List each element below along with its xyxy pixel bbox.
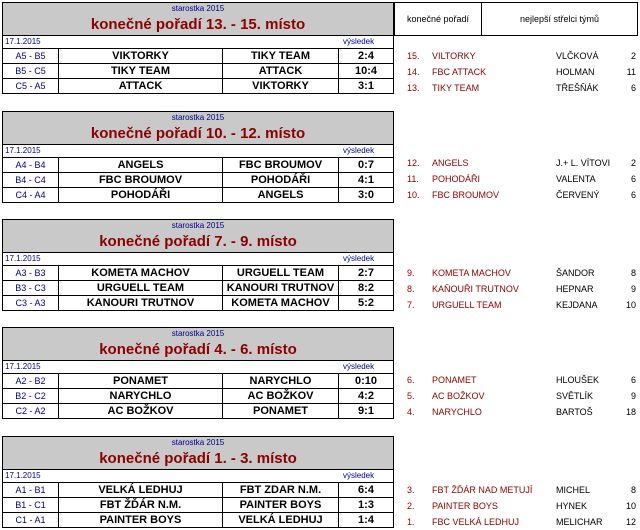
top-scorer: KEJDANA xyxy=(556,300,598,310)
date-row xyxy=(2,470,394,483)
match-table xyxy=(2,2,394,94)
top-scorer: HEPNAR xyxy=(556,284,594,294)
away-team: TIKY TEAM xyxy=(223,49,339,63)
home-team: TIKY TEAM xyxy=(59,64,223,78)
standing-position: 14. xyxy=(407,67,420,77)
top-scorer: HLOUŠEK xyxy=(556,375,600,385)
match-score: 8:2 xyxy=(358,282,374,294)
scorer-goals: 10 xyxy=(625,501,636,511)
standing-team: ANGELS xyxy=(432,158,469,168)
match-date: 17.1.2015 xyxy=(5,362,41,371)
standing-position: 1. xyxy=(407,517,415,527)
match-score: 2:4 xyxy=(358,50,374,62)
home-team: URGUELL TEAM xyxy=(59,281,223,295)
scorer-goals: 6 xyxy=(630,83,636,93)
match-score: 0:7 xyxy=(358,159,374,171)
home-team: PONAMET xyxy=(59,374,223,388)
standing-position: 11. xyxy=(407,174,419,184)
match-row xyxy=(2,266,394,281)
standing-row xyxy=(400,498,638,514)
home-team: ANGELS xyxy=(59,158,223,172)
away-team: PAINTER BOYS xyxy=(223,498,339,512)
standing-row xyxy=(400,64,638,80)
standing-position: 3. xyxy=(407,485,415,495)
match-table xyxy=(2,111,394,203)
match-table xyxy=(2,219,394,311)
match-row xyxy=(2,404,394,419)
match-code: C5 - A5 xyxy=(3,79,59,93)
standing-team: FBC VELKÁ LEDHUJ xyxy=(432,517,520,527)
away-team: PONAMET xyxy=(223,404,339,418)
home-team: POHODÁŘI xyxy=(59,188,223,202)
match-code: B3 - C3 xyxy=(3,281,59,295)
result-label: výsledek xyxy=(343,146,375,155)
tournament-label: starostka 2015 xyxy=(2,436,394,449)
date-row xyxy=(2,36,394,49)
home-team: VELKÁ LEDHUJ xyxy=(59,483,223,497)
away-team: ATTACK xyxy=(223,64,339,78)
block-title: konečné pořadí 7. - 9. místo xyxy=(2,232,394,253)
top-scorer: MELICHAR xyxy=(556,517,603,527)
standing-team: AC BOŽKOV xyxy=(432,391,485,401)
standing-position: 4. xyxy=(407,407,415,417)
standing-team: KAŇOUŘI TRUTNOV xyxy=(432,284,519,294)
standing-row xyxy=(400,372,638,388)
standing-header: konečné pořadí xyxy=(395,3,482,35)
scorer-goals: 2 xyxy=(630,51,636,61)
scorer-goals: 12 xyxy=(625,517,636,527)
match-code: A4 - B4 xyxy=(3,158,59,172)
away-team: FBC BROUMOV xyxy=(223,158,339,172)
standing-team: FBC ATTACK xyxy=(432,67,487,77)
standing-row xyxy=(400,482,638,498)
result-label: výsledek xyxy=(343,362,375,371)
match-code: A5 - B5 xyxy=(3,49,59,63)
standing-row xyxy=(400,48,638,64)
standing-row xyxy=(400,155,638,171)
away-team: KOMETA MACHOV xyxy=(223,296,339,310)
standing-position: 15. xyxy=(407,51,420,61)
standing-team: KOMETA MACHOV xyxy=(432,268,511,278)
match-code: B4 - C4 xyxy=(3,173,59,187)
match-code: A1 - B1 xyxy=(3,483,59,497)
standing-row xyxy=(400,281,638,297)
scorer-goals: 11 xyxy=(626,67,636,77)
right-header xyxy=(394,2,638,36)
match-row xyxy=(2,158,394,173)
top-scorer: HYNEK xyxy=(556,501,588,511)
away-team: POHODÁŘI xyxy=(223,173,339,187)
standing-team: PAINTER BOYS xyxy=(432,501,498,511)
top-scorer: ŠANDOR xyxy=(556,268,595,278)
standing-position: 12. xyxy=(407,158,420,168)
date-row xyxy=(2,145,394,158)
match-code: C2 - A2 xyxy=(3,404,59,418)
home-team: KOMETA MACHOV xyxy=(59,266,223,280)
date-row xyxy=(2,361,394,374)
scorer-goals: 2 xyxy=(630,158,636,168)
standing-row xyxy=(400,187,638,203)
top-scorer: HOLMAN xyxy=(556,67,595,77)
match-row xyxy=(2,49,394,64)
match-code: C3 - A3 xyxy=(3,296,59,310)
standing-team: URGUELL TEAM xyxy=(432,300,502,310)
match-row xyxy=(2,513,394,528)
away-team: URGUELL TEAM xyxy=(223,266,339,280)
match-code: C4 - A4 xyxy=(3,188,59,202)
standing-row xyxy=(400,388,638,404)
match-score: 5:2 xyxy=(358,297,374,309)
match-code: B1 - C1 xyxy=(3,498,59,512)
home-team: PAINTER BOYS xyxy=(59,513,223,527)
top-scorer: VALENTA xyxy=(556,174,596,184)
match-code: A2 - B2 xyxy=(3,374,59,388)
match-score: 6:4 xyxy=(358,484,374,496)
match-score: 1:4 xyxy=(358,514,374,526)
top-scorer: SVĚTLÍK xyxy=(556,391,594,401)
match-score: 2:7 xyxy=(358,267,374,279)
scorer-goals: 8 xyxy=(630,485,636,495)
result-label: výsledek xyxy=(343,471,375,480)
block-title: konečné pořadí 10. - 12. místo xyxy=(2,124,394,145)
match-date: 17.1.2015 xyxy=(5,471,41,480)
standing-team: TIKY TEAM xyxy=(432,83,480,93)
standing-position: 7. xyxy=(407,300,415,310)
match-row xyxy=(2,188,394,203)
standing-position: 8. xyxy=(407,284,415,294)
match-score: 4:1 xyxy=(358,174,374,186)
standing-position: 5. xyxy=(407,391,415,401)
match-table xyxy=(2,327,394,419)
standing-row xyxy=(400,404,638,420)
top-scorer: J.+ L. VÍTOVI xyxy=(556,158,611,168)
match-date: 17.1.2015 xyxy=(5,146,41,155)
top-scorer: ČERVENÝ xyxy=(556,190,600,200)
match-score: 1:3 xyxy=(358,499,374,511)
standing-row xyxy=(400,514,638,530)
result-label: výsledek xyxy=(343,254,375,263)
date-row xyxy=(2,253,394,266)
standing-position: 2. xyxy=(407,501,415,511)
match-score: 9:1 xyxy=(358,405,374,417)
scorers-header: nejlepší střelci týmů xyxy=(519,14,600,24)
match-row xyxy=(2,498,394,513)
scorer-goals: 10 xyxy=(625,300,636,310)
home-team: ATTACK xyxy=(59,79,223,93)
standing-position: 6. xyxy=(407,375,415,385)
standing-row xyxy=(400,171,638,187)
away-team: VIKTORKY xyxy=(223,79,339,93)
match-code: A3 - B3 xyxy=(3,266,59,280)
away-team: KANOURI TRUTNOV xyxy=(223,281,339,295)
top-scorer: BARTOŠ xyxy=(556,407,593,417)
match-row xyxy=(2,281,394,296)
top-scorer: TŘEŠŇÁK xyxy=(556,83,599,93)
tournament-label: starostka 2015 xyxy=(2,327,394,340)
home-team: AC BOŽKOV xyxy=(59,404,223,418)
tournament-label: starostka 2015 xyxy=(2,219,394,232)
match-row xyxy=(2,296,394,311)
match-row xyxy=(2,374,394,389)
standing-row xyxy=(400,265,638,281)
scorer-goals: 6 xyxy=(630,174,636,184)
match-score: 3:1 xyxy=(358,80,374,92)
match-row xyxy=(2,79,394,94)
scorer-goals: 9 xyxy=(630,284,636,294)
standing-row xyxy=(400,297,638,313)
home-team: FBT ŽĎÁR N.M. xyxy=(59,498,223,512)
match-score: 0:10 xyxy=(354,375,378,387)
standing-row xyxy=(400,80,638,96)
match-row xyxy=(2,389,394,404)
scorer-goals: 6 xyxy=(630,190,636,200)
block-title: konečné pořadí 4. - 6. místo xyxy=(2,340,394,361)
match-score: 10:4 xyxy=(354,65,378,77)
match-row xyxy=(2,173,394,188)
standing-position: 13. xyxy=(407,83,420,93)
home-team: NARYCHLO xyxy=(59,389,223,403)
result-label: výsledek xyxy=(343,37,375,46)
standing-team: NARYCHLO xyxy=(432,407,482,417)
top-scorer: VLČKOVÁ xyxy=(556,51,599,61)
standing-team: PONAMET xyxy=(432,375,477,385)
away-team: ANGELS xyxy=(223,188,339,202)
away-team: NARYCHLO xyxy=(223,374,339,388)
top-scorer: MICHEL xyxy=(556,485,591,495)
standing-team: VILTORKY xyxy=(432,51,476,61)
standing-position: 9. xyxy=(407,268,415,278)
match-row xyxy=(2,64,394,79)
standing-position: 10. xyxy=(407,190,420,200)
match-code: B5 - C5 xyxy=(3,64,59,78)
scorer-goals: 18 xyxy=(625,407,636,417)
standing-team: FBC BROUMOV xyxy=(432,190,500,200)
block-title: konečné pořadí 1. - 3. místo xyxy=(2,449,394,470)
away-team: AC BOŽKOV xyxy=(223,389,339,403)
match-score: 4:2 xyxy=(358,390,374,402)
match-table xyxy=(2,436,394,528)
match-code: C1 - A1 xyxy=(3,513,59,527)
tournament-label: starostka 2015 xyxy=(2,2,394,15)
match-date: 17.1.2015 xyxy=(5,254,41,263)
home-team: FBC BROUMOV xyxy=(59,173,223,187)
home-team: KANOURI TRUTNOV xyxy=(59,296,223,310)
match-code: B2 - C2 xyxy=(3,389,59,403)
match-score: 3:0 xyxy=(358,189,374,201)
tournament-label: starostka 2015 xyxy=(2,111,394,124)
home-team: VIKTORKY xyxy=(59,49,223,63)
block-title: konečné pořadí 13. - 15. místo xyxy=(2,15,394,36)
scorer-goals: 6 xyxy=(630,375,636,385)
away-team: FBT ZDAR N.M. xyxy=(223,483,339,497)
match-date: 17.1.2015 xyxy=(5,37,41,46)
scorer-goals: 8 xyxy=(630,268,636,278)
standing-team: POHODÁŘI xyxy=(432,174,481,184)
match-row xyxy=(2,483,394,498)
standing-team: FBT ŽĎÁR NAD METUJÍ xyxy=(432,485,533,495)
scorer-goals: 9 xyxy=(630,391,636,401)
away-team: VELKÁ LEDHUJ xyxy=(223,513,339,527)
